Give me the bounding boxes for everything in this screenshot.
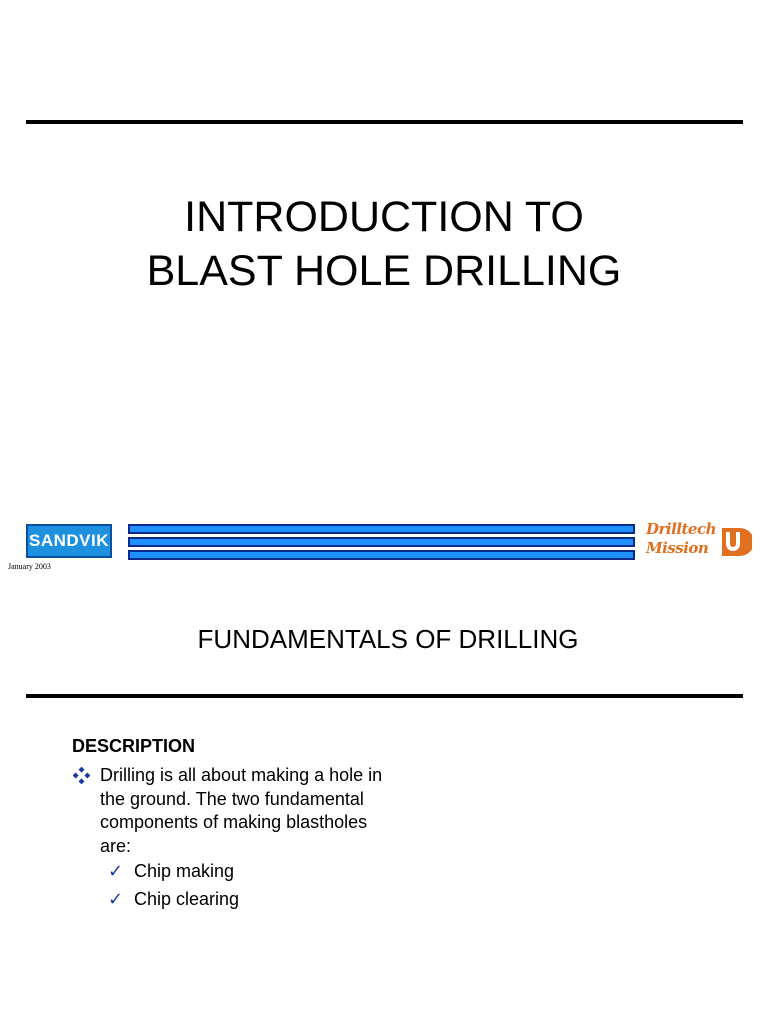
- stripe: [128, 524, 635, 534]
- sandvik-logo-text: SANDVIK: [28, 531, 109, 550]
- check-item-label: Chip making: [134, 861, 235, 881]
- drilltech-mission-logo: [646, 520, 752, 562]
- bullet-paragraph: Drilling is all about making a hole in the ground. The two fundamental components of making blastholes are:: [100, 765, 383, 856]
- footer-stripes: [128, 524, 635, 563]
- slide-2-title: FUNDAMENTALS OF DRILLING: [197, 624, 579, 654]
- check-item-label: Chip clearing: [134, 889, 240, 909]
- slide-date: January 2003: [8, 562, 51, 571]
- title-line-2: BLAST HOLE DRILLING: [146, 247, 622, 295]
- drilltech-logo-emblem-icon: [718, 526, 752, 558]
- top-rule: [26, 120, 743, 124]
- checkmark-icon: ✓: [108, 889, 124, 910]
- stripe: [128, 537, 635, 547]
- stripe: [128, 550, 635, 560]
- check-item: [108, 888, 239, 911]
- checkmark-icon: ✓: [108, 861, 124, 882]
- diamond-bullet-icon: [73, 767, 90, 784]
- sandvik-logo: [26, 524, 112, 558]
- section-rule: [26, 694, 743, 698]
- section-heading: DESCRIPTION: [72, 736, 196, 756]
- title-line-1: INTRODUCTION TO: [184, 193, 584, 241]
- slide-title: [0, 190, 768, 298]
- drilltech-logo-wordmark: Drilltech Mission: [646, 520, 717, 557]
- check-item: [108, 860, 234, 883]
